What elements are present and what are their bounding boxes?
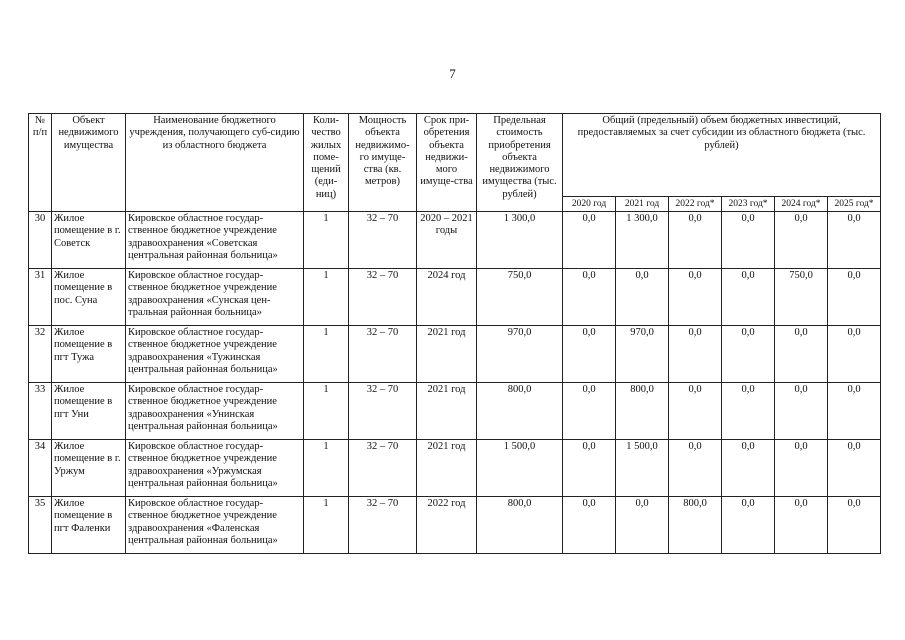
row-year-value: 0,0 (775, 212, 828, 269)
header-year: 2021 год (616, 196, 669, 211)
row-year-value: 0,0 (722, 212, 775, 269)
row-year-value: 0,0 (563, 440, 616, 497)
row-year-value: 0,0 (722, 383, 775, 440)
row-year-value: 800,0 (616, 383, 669, 440)
row-year-value: 0,0 (722, 269, 775, 326)
table-body (29, 212, 881, 554)
page-number: 7 (449, 66, 456, 81)
row-year-value: 0,0 (563, 383, 616, 440)
row-qty: 1 (304, 326, 349, 383)
row-capacity: 32 – 70 (349, 440, 417, 497)
row-max-cost: 800,0 (477, 383, 563, 440)
row-year-value: 0,0 (828, 497, 881, 554)
row-year-value: 0,0 (828, 383, 881, 440)
row-year-value: 1 500,0 (616, 440, 669, 497)
header-capacity: Мощность объекта недвижимо-го имуще-ства (кв. метров) (349, 114, 417, 212)
row-num: 34 (29, 440, 52, 497)
header-num: № п/п (29, 114, 52, 212)
header-max-cost: Предельная стоимость приобретения объекта недвижимого имущества (тыс. рублей) (477, 114, 563, 212)
row-year-value: 0,0 (563, 326, 616, 383)
row-year-value: 0,0 (828, 440, 881, 497)
row-year-value: 0,0 (563, 269, 616, 326)
row-year-value: 0,0 (722, 440, 775, 497)
row-year-value: 0,0 (669, 440, 722, 497)
row-year-value: 0,0 (616, 269, 669, 326)
table-row (29, 497, 881, 554)
row-qty: 1 (304, 497, 349, 554)
row-capacity: 32 – 70 (349, 497, 417, 554)
row-term: 2020 – 2021 годы (417, 212, 477, 269)
row-year-value: 0,0 (669, 326, 722, 383)
row-year-value: 0,0 (775, 440, 828, 497)
header-year: 2023 год* (722, 196, 775, 211)
row-term: 2024 год (417, 269, 477, 326)
header-total-investment: Общий (предельный) объем бюджетных инвестиций, предоставляемых за счет субсидии из областного бюджета (тыс. рублей) (563, 114, 881, 197)
row-qty: 1 (304, 212, 349, 269)
row-year-value: 0,0 (775, 383, 828, 440)
row-capacity: 32 – 70 (349, 383, 417, 440)
header-qty: Коли-чество жилых поме-щений (еди-ниц) (304, 114, 349, 212)
row-year-value: 0,0 (828, 269, 881, 326)
row-year-value: 0,0 (669, 269, 722, 326)
header-year: 2022 год* (669, 196, 722, 211)
row-year-value: 0,0 (828, 212, 881, 269)
row-term: 2022 год (417, 497, 477, 554)
row-num: 33 (29, 383, 52, 440)
row-institution: Кировское областное государ-ственное бюджетное учреждение здравоохранения «Тужинская центральная районная больница» (126, 326, 304, 383)
header-year: 2024 год* (775, 196, 828, 211)
row-capacity: 32 – 70 (349, 269, 417, 326)
row-object: Жилое помещение в пос. Суна (52, 269, 126, 326)
table-row (29, 269, 881, 326)
row-object: Жилое помещение в пгт Тужа (52, 326, 126, 383)
row-max-cost: 800,0 (477, 497, 563, 554)
row-capacity: 32 – 70 (349, 212, 417, 269)
row-term: 2021 год (417, 326, 477, 383)
row-object: Жилое помещение в г. Советск (52, 212, 126, 269)
row-year-value: 0,0 (563, 497, 616, 554)
table-header (29, 114, 881, 212)
header-institution: Наименование бюджетного учреждения, получающего суб-сидию из областного бюджета (126, 114, 304, 212)
row-year-value: 0,0 (669, 383, 722, 440)
row-max-cost: 1 300,0 (477, 212, 563, 269)
table-row (29, 326, 881, 383)
row-year-value: 1 300,0 (616, 212, 669, 269)
row-institution: Кировское областное государ-ственное бюджетное учреждение здравоохранения «Советская центральная районная больница» (126, 212, 304, 269)
row-num: 35 (29, 497, 52, 554)
row-qty: 1 (304, 269, 349, 326)
row-year-value: 0,0 (775, 497, 828, 554)
row-year-value: 0,0 (616, 497, 669, 554)
budget-investment-table (28, 113, 881, 554)
row-max-cost: 1 500,0 (477, 440, 563, 497)
table-row (29, 212, 881, 269)
row-year-value: 0,0 (722, 326, 775, 383)
row-object: Жилое помещение в пгт Уни (52, 383, 126, 440)
header-year: 2025 год* (828, 196, 881, 211)
row-qty: 1 (304, 383, 349, 440)
row-num: 30 (29, 212, 52, 269)
table-row (29, 440, 881, 497)
row-object: Жилое помещение в г. Уржум (52, 440, 126, 497)
row-year-value: 800,0 (669, 497, 722, 554)
row-institution: Кировское областное государ-ственное бюджетное учреждение здравоохранения «Фаленская центральная районная больница» (126, 497, 304, 554)
row-capacity: 32 – 70 (349, 326, 417, 383)
row-institution: Кировское областное государ-ственное бюджетное учреждение здравоохранения «Сунская цен-тральная районная больница» (126, 269, 304, 326)
row-term: 2021 год (417, 440, 477, 497)
row-num: 32 (29, 326, 52, 383)
table-row (29, 383, 881, 440)
row-year-value: 750,0 (775, 269, 828, 326)
row-num: 31 (29, 269, 52, 326)
row-institution: Кировское областное государ-ственное бюджетное учреждение здравоохранения «Уржумская центральная районная больница» (126, 440, 304, 497)
row-year-value: 0,0 (722, 497, 775, 554)
row-year-value: 0,0 (669, 212, 722, 269)
header-object: Объект недвижимого имущества (52, 114, 126, 212)
row-year-value: 970,0 (616, 326, 669, 383)
row-year-value: 0,0 (775, 326, 828, 383)
header-term: Срок при-обретения объекта недвижи-мого имуще-ства (417, 114, 477, 212)
row-qty: 1 (304, 440, 349, 497)
row-term: 2021 год (417, 383, 477, 440)
row-institution: Кировское областное государ-ственное бюджетное учреждение здравоохранения «Унинская центральная районная больница» (126, 383, 304, 440)
row-object: Жилое помещение в пгт Фаленки (52, 497, 126, 554)
row-max-cost: 750,0 (477, 269, 563, 326)
header-year: 2020 год (563, 196, 616, 211)
row-year-value: 0,0 (563, 212, 616, 269)
row-max-cost: 970,0 (477, 326, 563, 383)
row-year-value: 0,0 (828, 326, 881, 383)
